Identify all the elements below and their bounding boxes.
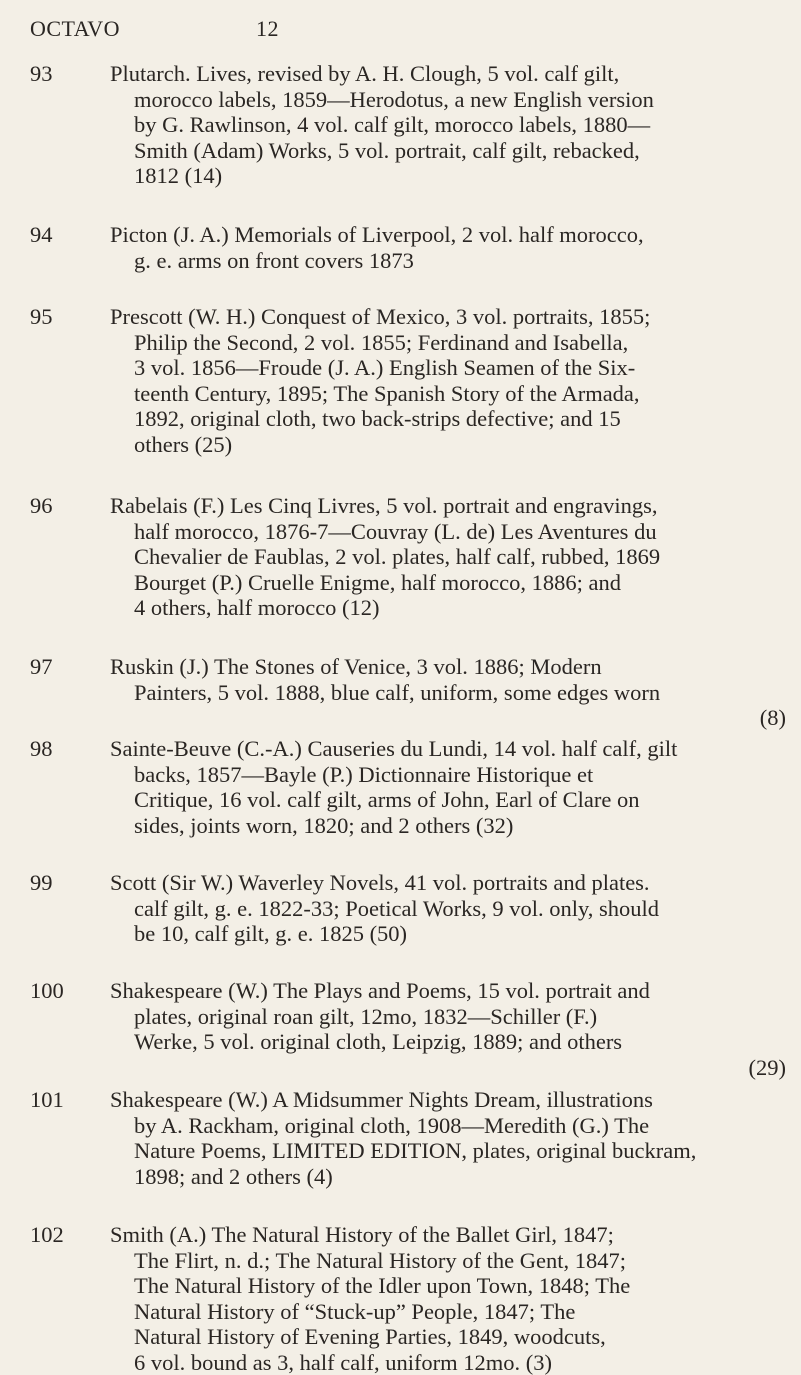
lot-number: 98 xyxy=(30,736,92,762)
lot-line: Shakespeare (W.) A Midsummer Nights Dream, illustrations xyxy=(110,1087,786,1113)
lot-line: Smith (A.) The Natural History of the Ballet Girl, 1847; xyxy=(110,1222,786,1248)
lot-line: by G. Rawlinson, 4 vol. calf gilt, morocco labels, 1880— xyxy=(110,112,786,138)
lot-number: 101 xyxy=(30,1087,92,1113)
lot-line: 3 vol. 1856—Froude (J. A.) English Seamen of the Six- xyxy=(110,355,786,381)
lot-line: 1812 (14) xyxy=(110,163,786,189)
lot-description xyxy=(110,61,786,189)
lot-line: 6 vol. bound as 3, half calf, uniform 12mo. (3) xyxy=(110,1350,786,1375)
lot-number: 95 xyxy=(30,304,92,330)
lot-line: Smith (Adam) Works, 5 vol. portrait, calf gilt, rebacked, xyxy=(110,138,786,164)
lot-line: backs, 1857—Bayle (P.) Dictionnaire Historique et xyxy=(110,762,786,788)
lot-line: The Flirt, n. d.; The Natural History of the Gent, 1847; xyxy=(110,1248,786,1274)
lot-number: 97 xyxy=(30,654,92,680)
lot-line: calf gilt, g. e. 1822-33; Poetical Works, 9 vol. only, should xyxy=(110,896,786,922)
lot-description xyxy=(110,654,786,731)
lot-line: Natural History of “Stuck-up” People, 1847; The xyxy=(110,1299,786,1325)
lot-line: Werke, 5 vol. original cloth, Leipzig, 1889; and others xyxy=(110,1029,786,1055)
lot-number: 94 xyxy=(30,222,92,248)
lot-description xyxy=(110,736,786,838)
lot-line: Philip the Second, 2 vol. 1855; Ferdinand and Isabella, xyxy=(110,330,786,356)
lot-line: by A. Rackham, original cloth, 1908—Meredith (G.) The xyxy=(110,1113,786,1139)
lot-line: Shakespeare (W.) The Plays and Poems, 15 vol. portrait and xyxy=(110,978,786,1004)
lot-number: 93 xyxy=(30,61,92,87)
section-title: OCTAVO xyxy=(30,16,120,42)
lot-line: 4 others, half morocco (12) xyxy=(110,595,786,621)
lot-number: 100 xyxy=(30,978,92,1004)
lot-line: (8) xyxy=(110,705,786,731)
lot-number: 102 xyxy=(30,1222,92,1248)
lot-line: Picton (J. A.) Memorials of Liverpool, 2 vol. half morocco, xyxy=(110,222,786,248)
lot-description xyxy=(110,304,786,457)
lot-line: Chevalier de Faublas, 2 vol. plates, half calf, rubbed, 1869 xyxy=(110,544,786,570)
lot-line: The Natural History of the Idler upon Town, 1848; The xyxy=(110,1273,786,1299)
lot-line: teenth Century, 1895; The Spanish Story of the Armada, xyxy=(110,381,786,407)
lot-line: sides, joints worn, 1820; and 2 others (32) xyxy=(110,813,786,839)
lot-line: Sainte-Beuve (C.-A.) Causeries du Lundi, 14 vol. half calf, gilt xyxy=(110,736,786,762)
lot-line: 1898; and 2 others (4) xyxy=(110,1164,786,1190)
lot-line: (29) xyxy=(110,1055,786,1081)
lot-line: Bourget (P.) Cruelle Enigme, half morocco, 1886; and xyxy=(110,570,786,596)
lot-line: others (25) xyxy=(110,432,786,458)
lot-line: g. e. arms on front covers 1873 xyxy=(110,248,786,274)
lot-line: Painters, 5 vol. 1888, blue calf, uniform, some edges worn xyxy=(110,680,786,706)
lot-line: half morocco, 1876-7—Couvray (L. de) Les Aventures du xyxy=(110,519,786,545)
lot-line: Plutarch. Lives, revised by A. H. Clough, 5 vol. calf gilt, xyxy=(110,61,786,87)
page-number: 12 xyxy=(256,16,279,42)
lot-line: morocco labels, 1859—Herodotus, a new English version xyxy=(110,87,786,113)
lot-line: be 10, calf gilt, g. e. 1825 (50) xyxy=(110,921,786,947)
lot-line: 1892, original cloth, two back-strips defective; and 15 xyxy=(110,406,786,432)
lot-description xyxy=(110,222,786,273)
lot-description xyxy=(110,870,786,947)
lot-description xyxy=(110,978,786,1080)
lot-line: Natural History of Evening Parties, 1849, woodcuts, xyxy=(110,1324,786,1350)
lot-description xyxy=(110,1222,786,1375)
lot-line: Prescott (W. H.) Conquest of Mexico, 3 vol. portraits, 1855; xyxy=(110,304,786,330)
lot-number: 96 xyxy=(30,493,92,519)
lot-line: Nature Poems, LIMITED EDITION, plates, original buckram, xyxy=(110,1138,786,1164)
lot-line: plates, original roan gilt, 12mo, 1832—Schiller (F.) xyxy=(110,1004,786,1030)
lot-line: Scott (Sir W.) Waverley Novels, 41 vol. portraits and plates. xyxy=(110,870,786,896)
lot-number: 99 xyxy=(30,870,92,896)
lot-line: Critique, 16 vol. calf gilt, arms of John, Earl of Clare on xyxy=(110,787,786,813)
lot-description xyxy=(110,1087,786,1189)
lot-description xyxy=(110,493,786,621)
lot-line: Rabelais (F.) Les Cinq Livres, 5 vol. portrait and engravings, xyxy=(110,493,786,519)
lot-line: Ruskin (J.) The Stones of Venice, 3 vol. 1886; Modern xyxy=(110,654,786,680)
page-header xyxy=(30,4,790,44)
